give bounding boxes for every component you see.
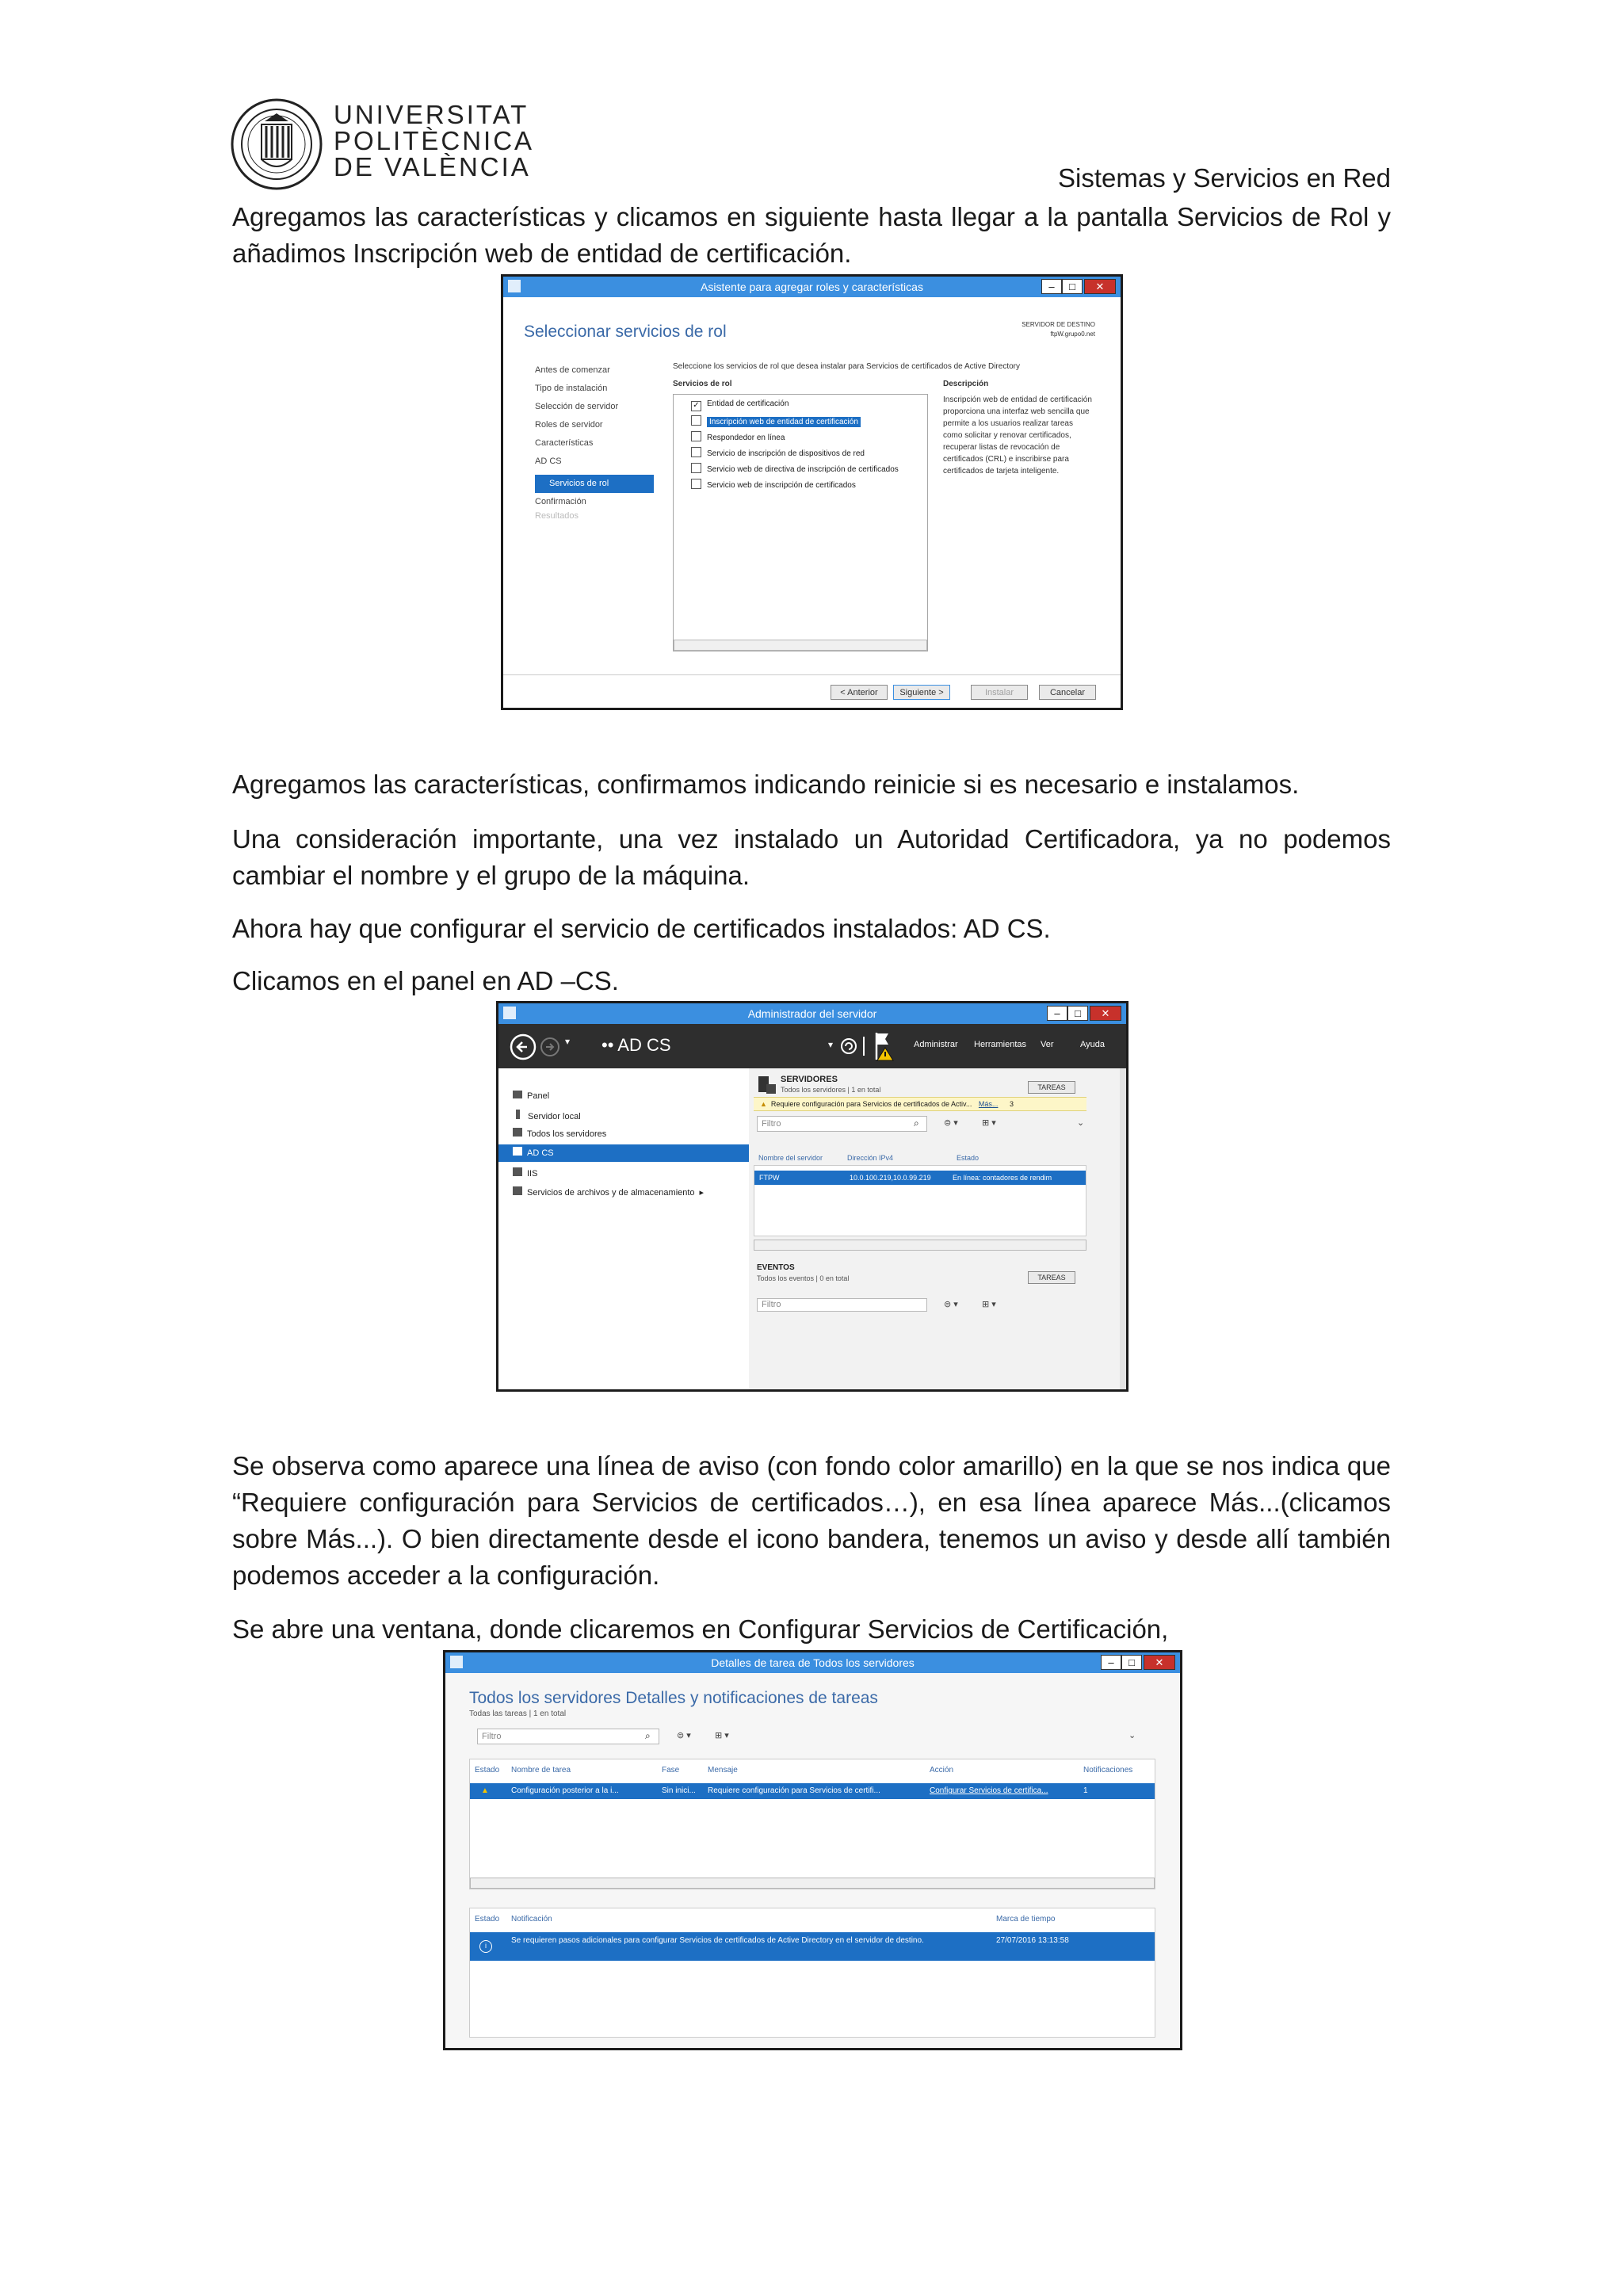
search-icon[interactable]: ⌕	[645, 1730, 651, 1741]
role-label: Servicio web de inscripción de certificados	[707, 481, 856, 490]
wizard-instruction: Seleccione los servicios de rol que desea instalar para Servicios de certificados de Active Directory	[673, 362, 1020, 371]
server-manager-sidebar	[498, 1068, 750, 1389]
notification-timestamp: 27/07/2016 13:13:58	[996, 1936, 1069, 1945]
role-label: Entidad de certificación	[707, 399, 789, 408]
events-save-query-icon[interactable]: ⊞ ▾	[982, 1300, 996, 1309]
checkbox-icon[interactable]	[691, 479, 701, 489]
expand-icon[interactable]: ⌄	[1128, 1731, 1136, 1740]
sidebar-item-label: AD CS	[527, 1148, 554, 1158]
role-item[interactable]	[691, 463, 926, 474]
table-row[interactable]	[470, 1783, 1155, 1799]
paragraph-3: Una consideración importante, una vez instalado un Autoridad Certificadora, ya no podemos cambiar el nombre y el grupo de la máquina.	[232, 824, 1391, 890]
notification-text: Se requieren pasos adicionales para configurar Servicios de certificados de Active Directory en el servidor de destino.	[511, 1936, 924, 1945]
paragraph-5: Clicamos en el panel en AD –CS.	[232, 966, 619, 995]
tasks-table	[469, 1759, 1155, 1889]
sidebar-item-label: Servidor local	[528, 1112, 581, 1121]
servers-hscrollbar[interactable]	[754, 1240, 1086, 1251]
view-options-icon[interactable]: ⊜ ▾	[944, 1118, 958, 1128]
task-details-body	[445, 1673, 1180, 2048]
maximize-button[interactable]: □	[1067, 1006, 1088, 1021]
window-icon	[508, 280, 521, 292]
menu-herramientas[interactable]: Herramientas	[974, 1040, 1027, 1049]
nav-item[interactable]: Tipo de instalación	[535, 384, 608, 393]
nav-item-active[interactable]: Servicios de rol	[535, 475, 654, 493]
minimize-button[interactable]: –	[1101, 1655, 1121, 1670]
column-status[interactable]: Estado	[957, 1154, 980, 1162]
nav-item[interactable]: Roles de servidor	[535, 420, 603, 430]
configure-link[interactable]: Configurar Servicios de certifica...	[930, 1786, 1048, 1795]
refresh-icon[interactable]	[839, 1037, 858, 1056]
role-description: Inscripción web de entidad de certificación proporciona una interfaz web sencilla que permite a los usuarios realizar tareas como solicitar y renovar certificados, recuperar listas de revocación de certificados (CRL) e inscribirse para certificados de tarjeta inteligente.	[943, 395, 1092, 476]
column-timestamp[interactable]: Marca de tiempo	[996, 1915, 1056, 1924]
column-task-name[interactable]: Nombre de tarea	[511, 1766, 571, 1775]
task-details-subheading: Todas las tareas | 1 en total	[469, 1710, 567, 1718]
warning-icon: ▲	[481, 1786, 489, 1795]
notifications-table	[469, 1908, 1155, 2038]
cancel-button[interactable]: Cancelar	[1039, 685, 1096, 700]
servers-table	[754, 1165, 1086, 1236]
role-item[interactable]	[691, 431, 785, 442]
checkbox-icon[interactable]	[691, 431, 701, 441]
back-button[interactable]: < Anterior	[831, 685, 888, 700]
servers-tasks-button[interactable]: TAREAS	[1028, 1081, 1075, 1094]
close-button[interactable]: ✕	[1144, 1655, 1175, 1670]
wizard-title: Asistente para agregar roles y características	[701, 281, 923, 293]
minimize-button[interactable]: –	[1047, 1006, 1067, 1021]
column-status[interactable]: Estado	[475, 1915, 500, 1924]
events-title: EVENTOS	[757, 1263, 795, 1272]
iis-icon	[513, 1167, 522, 1176]
menu-ayuda[interactable]: Ayuda	[1080, 1040, 1105, 1049]
university-logo	[230, 97, 323, 191]
roles-header: Servicios de rol	[673, 380, 732, 388]
content-vscrollbar[interactable]	[1120, 1068, 1126, 1389]
paragraph-7: Se abre una ventana, donde clicaremos en Configurar Servicios de Certificación,	[232, 1614, 1169, 1644]
save-query-icon[interactable]: ⊞ ▾	[715, 1731, 729, 1740]
checkbox-icon[interactable]	[691, 415, 701, 426]
header-dropdown-icon[interactable]: ▾	[828, 1039, 834, 1050]
university-name	[334, 101, 534, 180]
next-button[interactable]: Siguiente >	[893, 685, 950, 700]
events-tasks-button[interactable]: TAREAS	[1028, 1271, 1075, 1284]
menu-ver[interactable]: Ver	[1041, 1040, 1054, 1049]
maximize-button[interactable]: □	[1062, 279, 1083, 294]
role-label: Servicio de inscripción de dispositivos de red	[707, 449, 865, 458]
server-manager-titlebar	[498, 1003, 1126, 1024]
role-item-selected[interactable]	[691, 415, 905, 426]
close-button[interactable]: ✕	[1090, 1006, 1121, 1021]
warning-text: Requiere configuración para Servicios de certificados de Activ...	[770, 1100, 972, 1108]
sidebar-item-label: Servicios de archivos y de almacenamiento	[527, 1188, 695, 1198]
sidebar-item-label: IIS	[527, 1169, 538, 1179]
task-phase-cell: Sin inici...	[662, 1786, 696, 1795]
nav-item[interactable]: Características	[535, 438, 594, 448]
checkbox-icon[interactable]	[691, 463, 701, 473]
close-button[interactable]: ✕	[1084, 279, 1116, 294]
server-manager-header	[498, 1024, 1126, 1068]
dashboard-icon	[513, 1091, 522, 1098]
roles-hscrollbar[interactable]	[674, 640, 927, 651]
server-status-cell: En línea: contadores de rendim	[953, 1174, 1052, 1182]
column-message[interactable]: Mensaje	[708, 1766, 738, 1775]
wizard-window	[501, 274, 1123, 710]
server-name-cell: FTPW	[759, 1174, 780, 1182]
checkbox-checked-icon[interactable]: ✓	[691, 401, 701, 411]
column-action[interactable]: Acción	[930, 1766, 954, 1775]
forward-arrow-icon[interactable]	[540, 1037, 560, 1057]
view-options-icon[interactable]: ⊜ ▾	[677, 1731, 691, 1740]
checkbox-icon[interactable]	[691, 447, 701, 457]
university-seal-icon	[230, 97, 323, 191]
servers-tile-icon	[757, 1075, 777, 1095]
task-details-heading: Todos los servidores Detalles y notificaciones de tareas	[469, 1689, 878, 1707]
servers-subtitle: Todos los servidores | 1 en total	[781, 1086, 881, 1094]
column-ipv4[interactable]: Dirección IPv4	[847, 1154, 894, 1162]
task-message-cell: Requiere configuración para Servicios de certifi...	[708, 1786, 880, 1795]
chevron-right-icon: ▸	[699, 1188, 705, 1198]
sidebar-item-label: Panel	[527, 1091, 550, 1101]
sidebar-item-file-services[interactable]	[513, 1186, 704, 1198]
role-item[interactable]	[691, 447, 865, 458]
server-manager-content	[749, 1068, 1126, 1389]
nav-item[interactable]: Confirmación	[535, 497, 586, 506]
servers-filter-input[interactable]: Filtro	[757, 1116, 927, 1132]
server-ip-cell: 10.0.100.219,10.0.99.219	[850, 1174, 931, 1182]
column-server-name[interactable]: Nombre del servidor	[758, 1154, 823, 1162]
role-item[interactable]	[691, 399, 789, 411]
sidebar-item-all-servers[interactable]	[513, 1128, 606, 1139]
sidebar-item-local-server[interactable]	[513, 1110, 581, 1121]
destination-label: SERVIDOR DE DESTINO	[1022, 321, 1095, 328]
column-notifications[interactable]: Notificaciones	[1083, 1766, 1133, 1775]
nav-item[interactable]: AD CS	[535, 457, 562, 466]
task-filter-input[interactable]: Filtro	[477, 1729, 659, 1744]
wizard-titlebar	[503, 277, 1121, 297]
save-query-icon[interactable]: ⊞ ▾	[982, 1118, 996, 1128]
window-icon	[450, 1656, 463, 1668]
nav-item-disabled: Resultados	[535, 511, 579, 521]
config-warning-bar[interactable]	[754, 1097, 1086, 1111]
task-notifications-cell: 1	[1083, 1786, 1088, 1795]
nav-dropdown-icon[interactable]: ▾	[565, 1036, 571, 1047]
sidebar-item-iis[interactable]	[513, 1167, 537, 1179]
warning-more-link[interactable]: Más...	[978, 1100, 999, 1108]
paragraph-1: Agregamos las características y clicamos en siguiente hasta llegar a la pantalla Servicios de Rol y añadimos Inscripción web de entidad de certificación.	[232, 202, 1391, 268]
role-label: Respondedor en línea	[707, 434, 785, 442]
adcs-icon	[513, 1147, 522, 1156]
menu-administrar[interactable]: Administrar	[914, 1040, 958, 1049]
servers-icon	[513, 1128, 522, 1137]
role-label: Servicio web de directiva de inscripción de certificados	[707, 465, 899, 474]
header-separator	[863, 1037, 865, 1056]
warning-count: 3	[1009, 1100, 1014, 1108]
server-icon	[516, 1110, 520, 1119]
roles-list	[673, 394, 928, 651]
warning-icon: ▲	[760, 1100, 767, 1108]
paragraph-6: Se observa como aparece una línea de aviso (con fondo color amarillo) en la que se nos indica que “Requiere configuración para Servicios de certificados…), en esa línea aparece Más...(clicamos sobre Más...). O bien directamente desde el icono bandera, tenemos un aviso y desde allí también podemos acceder a la configuración.	[232, 1451, 1391, 1590]
sidebar-item-ad-cs[interactable]	[498, 1144, 749, 1162]
task-details-title: Detalles de tarea de Todos los servidores	[711, 1656, 915, 1669]
wizard-heading: Seleccionar servicios de rol	[524, 323, 727, 341]
column-notification[interactable]: Notificación	[511, 1915, 552, 1924]
description-header: Descripción	[943, 380, 989, 388]
nav-item[interactable]: Antes de comenzar	[535, 365, 610, 375]
maximize-button[interactable]: □	[1121, 1655, 1142, 1670]
search-icon[interactable]: ⌕	[914, 1117, 919, 1129]
back-arrow-icon[interactable]	[510, 1033, 537, 1060]
logo-line: UNIVERSITAT	[334, 100, 529, 129]
window-icon	[503, 1007, 516, 1019]
role-label: Inscripción web de entidad de certificación	[707, 417, 861, 427]
column-phase[interactable]: Fase	[662, 1766, 680, 1775]
sidebar-item-label: Todos los servidores	[527, 1129, 607, 1139]
install-button[interactable]: Instalar	[971, 685, 1028, 700]
task-details-titlebar	[445, 1652, 1180, 1673]
destination-value: ftpW.grupo0.net	[1050, 330, 1095, 338]
course-title: Sistemas y Servicios en Red	[1058, 163, 1391, 193]
paragraph-4: Ahora hay que configurar el servicio de certificados instalados: AD CS.	[232, 914, 1051, 943]
breadcrumb: •• AD CS	[601, 1035, 671, 1055]
events-view-options-icon[interactable]: ⊜ ▾	[944, 1300, 958, 1309]
logo-line: DE VALÈNCIA	[334, 152, 531, 181]
file-services-icon	[513, 1186, 522, 1195]
table-row[interactable]	[470, 1932, 1155, 1961]
info-icon: i	[479, 1940, 492, 1953]
nav-item[interactable]: Selección de servidor	[535, 402, 619, 411]
events-subtitle: Todos los eventos | 0 en total	[757, 1274, 850, 1282]
sidebar-item-panel[interactable]	[513, 1091, 549, 1101]
task-name-cell: Configuración posterior a la i...	[511, 1786, 619, 1795]
role-item[interactable]	[691, 479, 856, 490]
server-manager-title: Administrador del servidor	[747, 1007, 877, 1020]
events-filter-input[interactable]: Filtro	[757, 1298, 927, 1312]
notification-flag-icon[interactable]	[874, 1030, 898, 1062]
tasks-hscrollbar[interactable]	[470, 1878, 1155, 1889]
logo-line: POLITÈCNICA	[334, 126, 535, 155]
table-row[interactable]	[754, 1171, 1086, 1185]
column-status[interactable]: Estado	[475, 1766, 500, 1775]
minimize-button[interactable]: –	[1041, 279, 1062, 294]
paragraph-2: Agregamos las características, confirmamos indicando reinicie si es necesario e instalamos.	[232, 770, 1300, 799]
expand-icon[interactable]: ⌄	[1077, 1118, 1085, 1128]
wizard-nav	[535, 365, 654, 529]
servers-title: SERVIDORES	[781, 1075, 838, 1084]
task-details-window	[443, 1650, 1182, 2050]
server-manager-window	[496, 1001, 1128, 1392]
footer-divider	[503, 674, 1121, 675]
